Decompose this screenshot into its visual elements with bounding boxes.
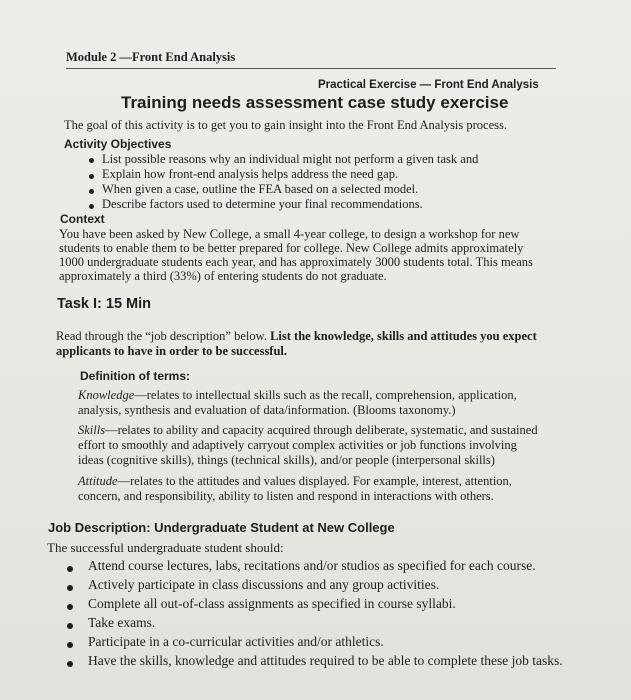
bullet-icon [67, 566, 73, 572]
header-rule [66, 68, 556, 69]
knowledge-definition-line2: analysis, synthesis and evaluation of data/information. (Blooms taxonomy.) [78, 403, 456, 417]
knowledge-text: —relates to intellectual skills such as the recall, comprehension, application, [134, 388, 517, 402]
bullet-icon [89, 189, 94, 194]
attitude-definition [78, 474, 512, 489]
bullet-icon [89, 158, 94, 163]
skills-term: Skills [78, 423, 106, 437]
objective-item: List possible reasons why an individual might not perform a given task and [102, 152, 479, 166]
task-instruction [56, 329, 537, 344]
bullet-icon [89, 174, 94, 179]
job-item: Complete all out-of-class assignments as specified in course syllabi. [88, 596, 456, 611]
task-instruction-bold: List the knowledge, skills and attitudes you expect [270, 329, 537, 343]
attitude-text: —relates to the attitudes and values displayed. For example, interest, attention, [117, 474, 512, 488]
job-item: Participate in a co-curricular activities and/or athletics. [88, 634, 384, 649]
job-heading: Job Description: Undergraduate Student at New College [48, 520, 395, 535]
bullet-icon [67, 623, 73, 629]
task-heading: Task I: 15 Min [57, 296, 152, 312]
task-instruction-bold-line2: applicants to have in order to be successful. [56, 344, 288, 358]
bullet-icon [67, 604, 73, 610]
skills-definition-line3: ideas (cognitive skills), things (technical skills), and/or people (interpersonal skills) [78, 453, 495, 467]
job-item: Have the skills, knowledge and attitudes required to be able to complete these job tasks. [88, 653, 563, 668]
job-item: Take exams. [88, 615, 156, 630]
job-item: Attend course lectures, labs, recitations and/or studios as specified for each course. [88, 558, 536, 573]
skills-definition-line2: effort to smoothly and adaptively carryout complex activities or job functions involving [78, 438, 517, 452]
module-header: Module 2 —Front End Analysis [66, 50, 236, 64]
objective-item: When given a case, outline the FEA based on a selected model. [102, 182, 419, 196]
bullet-icon [89, 204, 94, 209]
knowledge-definition [78, 388, 517, 403]
skills-definition [78, 423, 538, 438]
practical-exercise-header: Practical Exercise — Front End Analysis [318, 79, 539, 91]
context-line: students to enable them to be better prepared for college. New College admits approximately [59, 241, 524, 255]
objective-item: Describe factors used to determine your final recommendations. [102, 197, 423, 211]
context-line: You have been asked by New College, a small 4-year college, to design a workshop for new [59, 227, 520, 241]
page-title: Training needs assessment case study exercise [121, 93, 509, 112]
objectives-heading: Activity Objectives [64, 137, 172, 151]
job-item: Actively participate in class discussions and any group activities. [88, 577, 440, 592]
job-intro: The successful undergraduate student should: [47, 540, 284, 555]
skills-text: —relates to ability and capacity acquired through deliberate, systematic, and sustained [105, 423, 538, 437]
attitude-definition-line2: concern, and responsibility, ability to listen and respond in interactions with others. [78, 489, 494, 503]
knowledge-term: Knowledge [78, 388, 135, 402]
objective-item: Explain how front-end analysis helps address the need gap. [102, 167, 399, 181]
context-line: 1000 undergraduate students each year, and has approximately 3000 students total. This means [59, 255, 533, 269]
goal-text: The goal of this activity is to get you to gain insight into the Front End Analysis process. [64, 118, 508, 132]
attitude-term: Attitude [78, 474, 118, 488]
context-heading: Context [60, 212, 105, 226]
task-instruction-lead: Read through the “job description” below. [56, 329, 271, 343]
definitions-heading: Definition of terms: [80, 369, 190, 383]
bullet-icon [67, 661, 73, 667]
bullet-icon [67, 642, 73, 648]
bullet-icon [67, 585, 73, 591]
context-line: approximately a third (33%) of entering students do not graduate. [59, 269, 387, 283]
